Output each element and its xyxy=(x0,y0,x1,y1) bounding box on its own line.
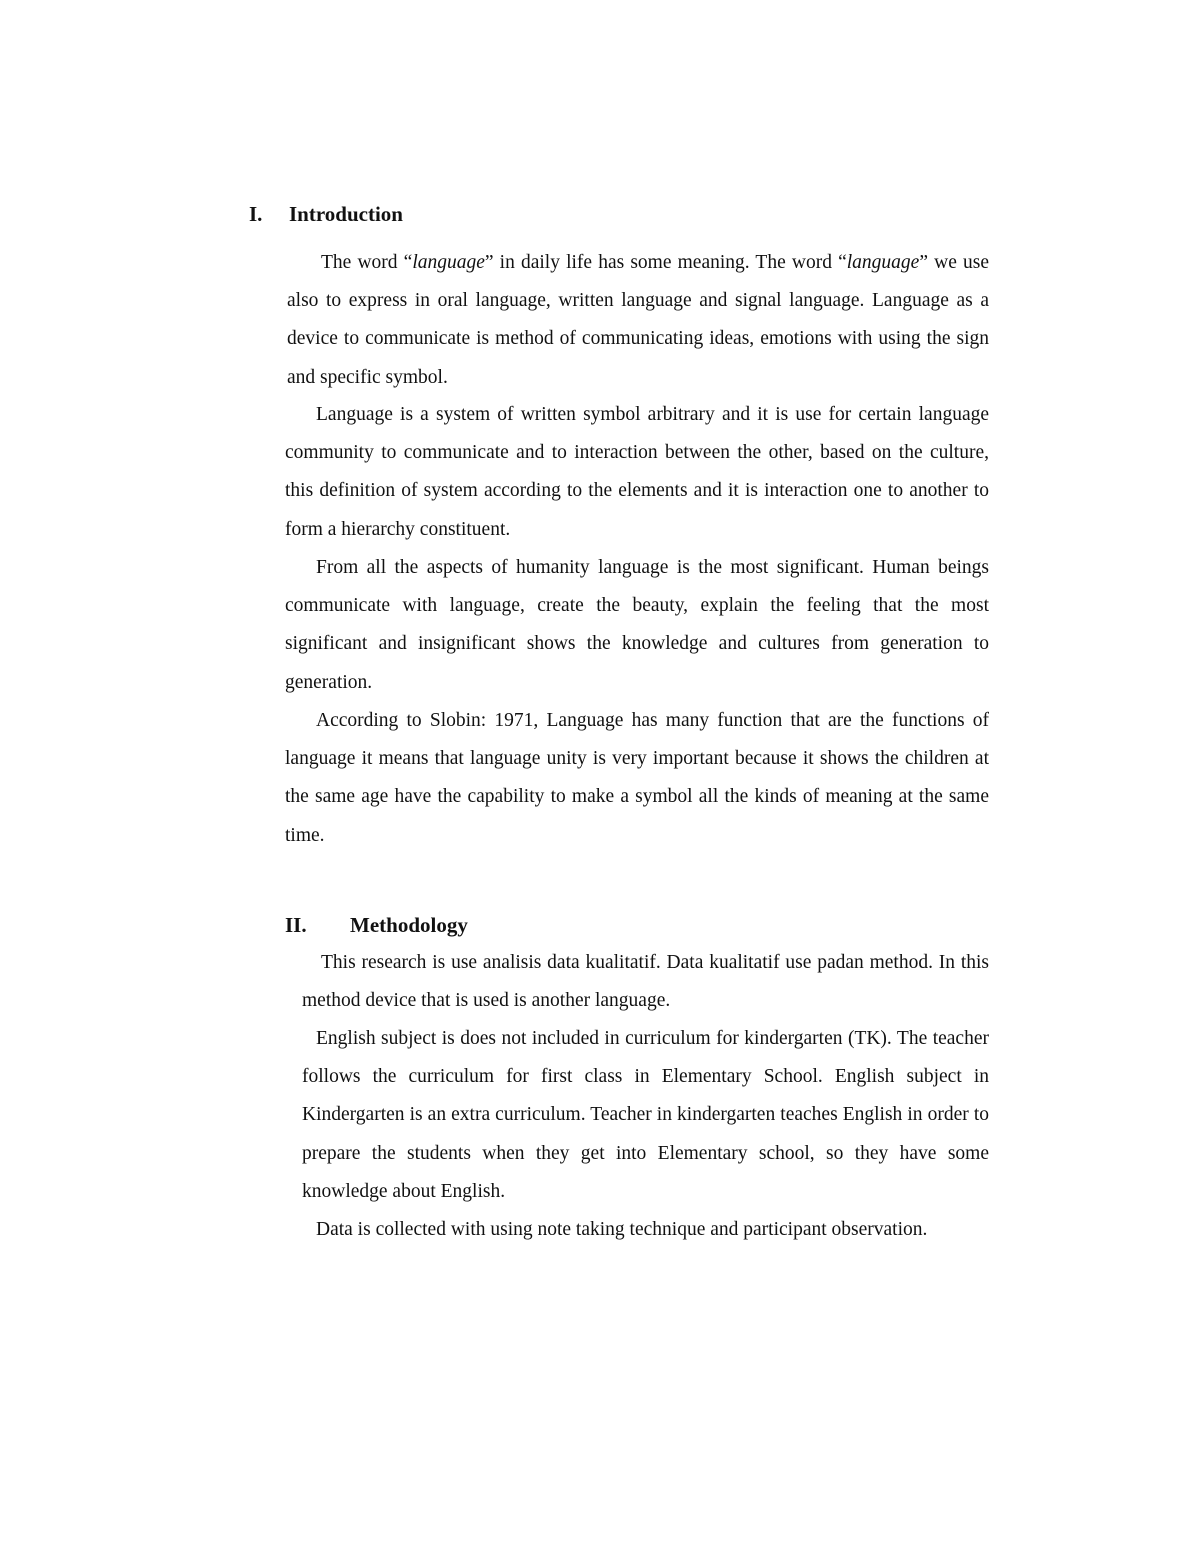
section-number: I. xyxy=(249,202,263,226)
paragraph-intro-2: Language is a system of written symbol arbitrary and it is use for certain language community to communicate and to interaction between the other, based on the culture, this definition of system according to the elements and it is interaction one to another to form a hierarchy constituent. xyxy=(285,404,989,540)
paragraph-intro-3: From all the aspects of humanity language is the most significant. Human beings communicate with language, create the beauty, explain the feeling that the most significant and insignificant shows the knowledge and cultures from generation to generation. xyxy=(285,557,989,693)
paragraph-intro-4: According to Slobin: 1971, Language has many function that are the functions of language it means that language unity is very important because it shows the children at the same age have the capability to make a symbol all the kinds of meaning at the same time. xyxy=(285,710,989,846)
paragraph-intro-1 xyxy=(287,244,989,397)
emphasized-word: language xyxy=(846,252,920,273)
section-title: Methodology xyxy=(350,913,468,937)
paragraph-text-part: ” in daily life has some meaning. The word “ xyxy=(484,252,847,273)
paragraph-method-3: Data is collected with using note taking technique and participant observation. xyxy=(316,1219,928,1240)
paragraph-method-2: English subject is does not included in curriculum for kindergarten (TK). The teacher follows the curriculum for first class in Elementary School. English subject in Kindergarten is an extra curriculum. Teacher in kindergarten teaches English in order to prepare the students when they get into Elementary school, so they have some knowledge about English. xyxy=(302,1028,989,1202)
section-heading-introduction xyxy=(249,200,403,228)
section-title: Introduction xyxy=(289,202,403,226)
paragraph-text-part: The word “ xyxy=(321,252,413,273)
paragraph-text-part: ” we use also to express in oral language, written language and signal language. Language as a device to communicate is method of communicating ideas, emotions with using the sign and specific symbol. xyxy=(287,252,989,388)
section-number: II. xyxy=(285,913,307,937)
section-heading-methodology xyxy=(285,911,468,939)
paragraph-method-1: This research is use analisis data kualitatif. Data kualitatif use padan method. In this method device that is used is another language. xyxy=(302,952,989,1012)
emphasized-word: language xyxy=(412,252,485,273)
